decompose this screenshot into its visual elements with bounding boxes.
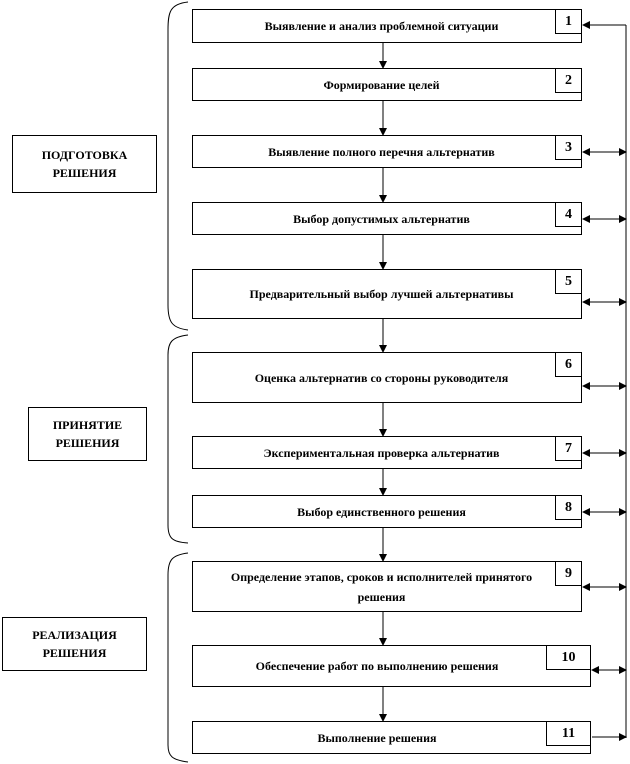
phase-adoption-label	[28, 407, 147, 461]
step-text: Выполнение решения	[317, 730, 437, 745]
step-text: Предварительный выбор лучшей альтернативы	[249, 287, 514, 301]
step-text: Определение этапов, сроков и исполнителей принятого решения	[230, 569, 533, 604]
step-text: Оценка альтернатив со стороны руководителя	[254, 370, 509, 385]
step-box-4	[192, 202, 582, 235]
step-number: 8	[555, 495, 582, 520]
step-box-8	[192, 495, 582, 528]
step-box-1	[192, 9, 582, 43]
step-text: Экспериментальная проверка альтернатив	[263, 445, 500, 460]
step-number: 2	[555, 68, 582, 93]
step-text: Обеспечение работ по выполнению решения	[255, 659, 499, 673]
step-number: 10	[546, 645, 591, 670]
step-text: Выбор единственного решения	[297, 504, 466, 519]
phase-label-line: РЕШЕНИЯ	[42, 646, 107, 660]
phase-label-line: РЕАЛИЗАЦИЯ	[32, 628, 117, 642]
phase-label-line: РЕШЕНИЯ	[55, 436, 120, 450]
brace-preparation	[168, 2, 188, 330]
step-box-10	[192, 645, 591, 687]
phase-implementation-label	[2, 617, 147, 671]
step-number: 3	[555, 135, 582, 160]
step-box-6	[192, 352, 582, 403]
step-box-3	[192, 135, 582, 168]
step-number: 4	[555, 202, 582, 227]
step-box-2	[192, 68, 582, 101]
step-text: Выбор допустимых альтернатив	[293, 211, 470, 226]
step-text: Формирование целей	[323, 77, 440, 92]
phase-label-line: ПРИНЯТИЕ	[52, 418, 123, 432]
step-box-7	[192, 436, 582, 469]
step-number: 1	[555, 9, 582, 34]
step-number: 11	[546, 721, 591, 746]
step-number: 7	[555, 436, 582, 461]
step-number: 5	[555, 269, 582, 294]
step-box-11	[192, 721, 591, 754]
brace-adoption	[168, 335, 188, 543]
step-text: Выявление полного перечня альтернатив	[268, 144, 495, 159]
phase-label-line: ПОДГОТОВКА	[41, 148, 128, 162]
step-box-5	[192, 269, 582, 319]
step-text: Выявление и анализ проблемной ситуации	[264, 19, 499, 33]
phase-preparation-label	[12, 135, 157, 193]
step-number: 6	[555, 352, 582, 377]
phase-label-line: РЕШЕНИЯ	[52, 166, 117, 180]
step-box-9	[192, 561, 582, 612]
brace-implementation	[168, 553, 188, 762]
step-number: 9	[555, 561, 582, 586]
